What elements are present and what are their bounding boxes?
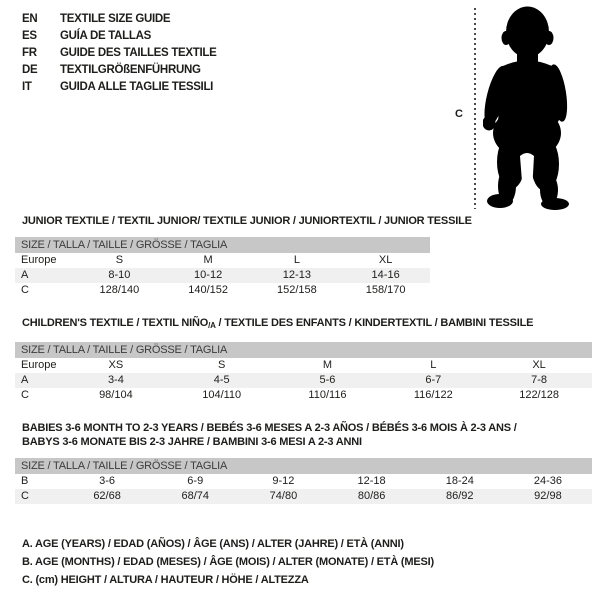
size-cell: 12-13 (282, 269, 311, 281)
footnote-b: B. AGE (MONTHS) / EDAD (MESES) / ÂGE (MOIS) / ALTER (MONATE) / ETÀ (MESI) (22, 556, 434, 568)
size-cell: 3-4 (107, 374, 124, 386)
table-row (15, 489, 592, 504)
row-label: A (21, 269, 29, 281)
section-junior-textile (15, 214, 472, 298)
language-row-it (22, 78, 217, 95)
size-cell: 68/74 (181, 490, 210, 502)
size-cell: 92/98 (534, 490, 562, 502)
size-cell: L (430, 359, 437, 371)
section-childrens-textile (15, 316, 592, 403)
size-cell: 4-5 (213, 374, 230, 386)
size-cell: 18-24 (445, 475, 474, 487)
row-label: B (21, 475, 29, 487)
size-cell: 80/86 (357, 490, 386, 502)
language-row-fr (22, 44, 217, 61)
section-title: JUNIOR TEXTILE / TEXTIL JUNIOR/ TEXTILE JUNIOR / JUNIORTEXTIL / JUNIOR TESSILE (22, 215, 472, 227)
size-cell: 12-18 (357, 475, 386, 487)
size-cell: 140/152 (188, 284, 228, 296)
height-label-c: C (455, 108, 463, 120)
size-cell: 116/122 (413, 389, 453, 401)
size-cell: 98/104 (99, 389, 133, 401)
language-title: GUIDE DES TAILLES TEXTILE (60, 46, 217, 59)
size-cell: XL (532, 359, 546, 371)
size-cell: 5-6 (319, 374, 336, 386)
size-header-bar: SIZE / TALLA / TAILLE / GRÖSSE / TAGLIA (15, 237, 430, 253)
section-babies-textile (15, 421, 592, 504)
language-row-en (22, 10, 217, 27)
language-code: ES (22, 29, 37, 42)
language-code: DE (22, 63, 38, 76)
size-cell: 110/116 (308, 389, 347, 401)
table-row (15, 268, 430, 283)
size-cell: XL (378, 254, 393, 266)
row-label: C (21, 490, 29, 502)
table-row (15, 358, 592, 373)
size-cell: 128/140 (99, 284, 140, 296)
table-row (15, 388, 592, 403)
size-cell: 152/158 (276, 284, 317, 296)
language-title: TEXTILGRÖßENFÜHRUNG (60, 63, 201, 76)
language-header (22, 10, 217, 95)
row-label: Europe (21, 254, 57, 266)
row-label: C (21, 389, 29, 401)
row-label: C (21, 284, 29, 296)
table-row (15, 253, 430, 268)
size-cell: 6-9 (187, 475, 204, 487)
language-code: FR (22, 46, 37, 59)
section-title (22, 316, 592, 333)
section-title-post: / TEXTILE DES ENFANTS / KINDERTEXTIL / BAMBINI TESSILE (215, 317, 534, 329)
size-cell: M (203, 254, 213, 266)
size-cell: L (293, 254, 300, 266)
size-cell: XS (108, 359, 124, 371)
size-cell: 86/92 (446, 490, 474, 502)
size-cell: 7-8 (531, 374, 548, 386)
size-cell: 14-16 (371, 269, 400, 281)
section-title-pre: CHILDREN'S TEXTILE / TEXTIL NIÑO (22, 317, 209, 329)
footnote-c: C. (cm) HEIGHT / ALTURA / HAUTEUR / HÖHE / ALTEZZA (22, 574, 309, 586)
size-cell: 24-36 (533, 475, 563, 487)
size-cell: 10-12 (194, 269, 223, 281)
table-row (15, 283, 430, 298)
language-title: TEXTILE SIZE GUIDE (60, 12, 171, 25)
row-label: A (21, 374, 29, 386)
size-header-bar: SIZE / TALLA / TAILLE / GRÖSSE / TAGLIA (15, 342, 592, 358)
size-cell: 62/68 (93, 490, 121, 502)
size-cell: M (322, 359, 333, 371)
size-cell: 8-10 (108, 269, 131, 281)
size-cell: S (115, 254, 124, 266)
baby-silhouette-icon (483, 4, 575, 210)
size-cell: 122/128 (519, 389, 559, 401)
language-title: GUÍA DE TALLAS (60, 29, 151, 42)
size-cell: 6-7 (425, 374, 442, 386)
language-code: IT (22, 80, 32, 93)
footnotes (22, 535, 434, 589)
section-title-subscript: /A (208, 321, 216, 330)
language-row-es (22, 27, 217, 44)
section-title-line2: BABYS 3-6 MONATE BIS 2-3 JAHRE / BAMBINI 3-6 MESI A 2-3 ANNI (22, 436, 362, 448)
language-title: GUIDA ALLE TAGLIE TESSILI (60, 80, 214, 93)
size-cell: 3-6 (99, 475, 116, 487)
table-row (15, 373, 592, 388)
table-row (15, 474, 592, 489)
size-cell: 104/110 (202, 389, 242, 401)
size-cell: 74/80 (269, 490, 298, 502)
size-cell: S (218, 359, 226, 371)
size-header-bar: SIZE / TALLA / TAILLE / GRÖSSE / TAGLIA (15, 458, 592, 474)
row-label: Europe (21, 359, 57, 371)
footnote-a: A. AGE (YEARS) / EDAD (AÑOS) / ÂGE (ANS) / ALTER (JAHRE) / ETÀ (ANNI) (22, 538, 404, 550)
language-code: EN (22, 12, 38, 25)
size-cell: 9-12 (272, 475, 295, 487)
language-row-de (22, 61, 217, 78)
size-cell: 158/170 (365, 284, 406, 296)
section-title-line1: BABIES 3-6 MONTH TO 2-3 YEARS / BEBÉS 3-6 MESES A 2-3 AÑOS / BÉBÉS 3-6 MOIS À 2-3 ANS / (22, 422, 517, 434)
height-measure-dotted-line (474, 8, 476, 209)
